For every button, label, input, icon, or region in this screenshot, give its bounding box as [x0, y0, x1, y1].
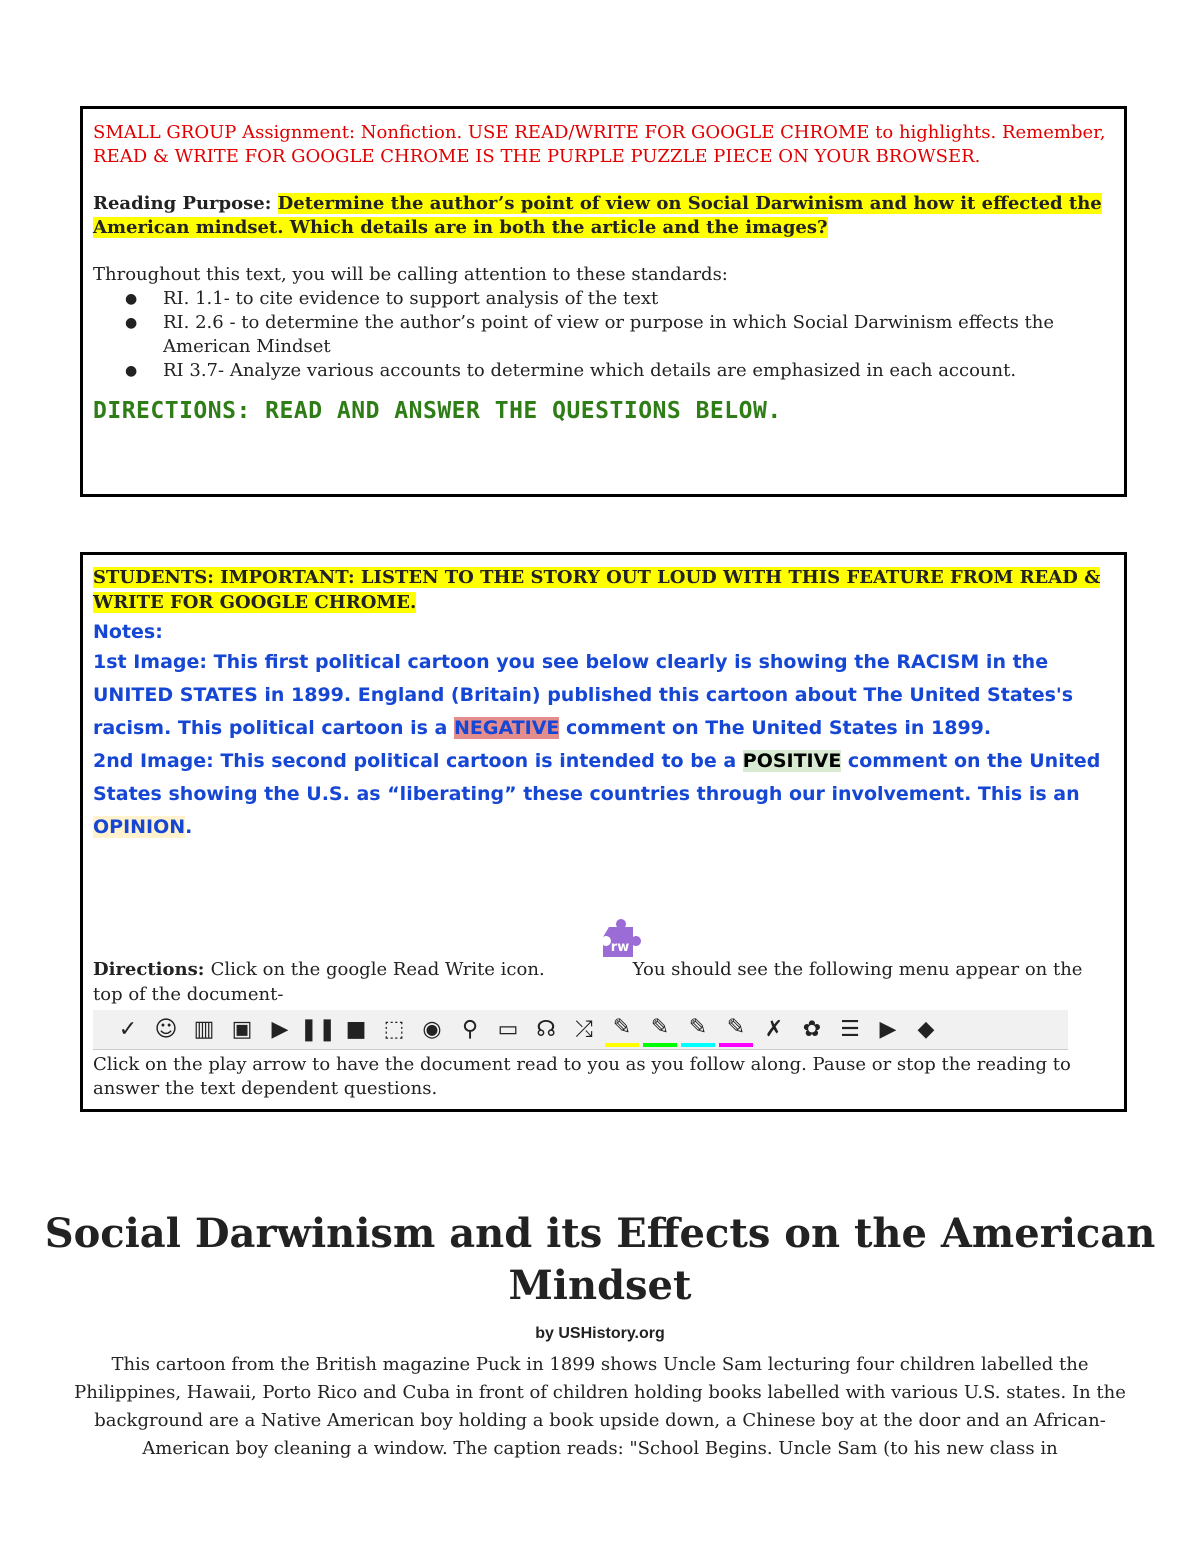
- standards-list: [93, 287, 1114, 383]
- screenshot-reader-icon[interactable]: ⬚: [383, 1017, 405, 1042]
- notes-label: Notes:: [93, 621, 163, 643]
- reading-purpose-label: Reading Purpose:: [93, 193, 278, 214]
- vocabulary-icon[interactable]: ☊: [536, 1017, 556, 1042]
- negative-highlight: NEGATIVE: [453, 717, 560, 739]
- highlight-blue-icon[interactable]: ✎: [681, 1013, 715, 1047]
- pause-icon[interactable]: ❚❚: [299, 1017, 337, 1042]
- second-image-text-end: .: [185, 816, 193, 838]
- list-item: [125, 311, 1114, 359]
- click-instructions: Click on the play arrow to have the document read to you as you follow along. Pause or stop the reading to answer the text dependent questions.: [93, 1054, 1071, 1099]
- list-item: [125, 287, 1114, 311]
- bullet-icon: ●: [125, 363, 138, 379]
- play-icon[interactable]: ▶: [271, 1017, 289, 1042]
- article-title: Social Darwinism and its Effects on the American Mindset: [44, 1210, 1156, 1309]
- reading-purpose-text: Determine the author’s point of view on Social Darwinism and how it effected the American mindset. Which details are in both the article and the images?: [93, 193, 1102, 238]
- article-body: This cartoon from the British magazine Puck in 1899 shows Uncle Sam lecturing four children labelled the Philippines, Hawaii, Porto Rico and Cuba in front of children holding books labelled with various U.S. states. In the background are a Native American boy holding a book upside down, a Chinese boy at the door and an African-American boy cleaning a window. The caption reads: "School Begins. Uncle Sam (to his new class in: [74, 1354, 1126, 1459]
- clear-highlights-icon[interactable]: ✗: [764, 1017, 784, 1042]
- second-image-note: [93, 745, 1114, 844]
- collect-highlights-icon[interactable]: ✿: [802, 1017, 822, 1042]
- translator-icon[interactable]: ▭: [497, 1017, 519, 1042]
- directions-text-b: You should see the following menu appear on the top of the document-: [93, 959, 1083, 1005]
- opinion-highlight: OPINION: [93, 816, 186, 838]
- directions-line: [93, 957, 1113, 1007]
- reading-purpose: [93, 192, 1114, 240]
- students-important: [93, 565, 1114, 615]
- notes-box: [80, 552, 1127, 1112]
- second-image-text: 2nd Image: This second political cartoon is intended to be a: [93, 750, 743, 772]
- assignment-box: [80, 106, 1127, 497]
- read-write-puzzle-icon[interactable]: [595, 917, 641, 961]
- directions-label: Directions:: [93, 959, 211, 980]
- highlight-yellow-icon[interactable]: ✎: [605, 1013, 639, 1047]
- first-image-text: 1st Image: This first political cartoon you see below clearly is showing the RACISM in the UNITED STATES in 1899. England (Britain) published this cartoon about The United States's racism. This political cartoon is a: [93, 651, 1074, 739]
- list-icon[interactable]: ☰: [840, 1017, 860, 1042]
- text-to-speech-icon[interactable]: ☺: [154, 1017, 178, 1042]
- standards-intro: Throughout this text, you will be calling attention to these standards:: [93, 264, 728, 285]
- talk-and-type-icon[interactable]: ⚲: [461, 1017, 479, 1042]
- students-important-text: STUDENTS: IMPORTANT: LISTEN TO THE STORY OUT LOUD WITH THIS FEATURE FROM READ & WRITE FOR GOOGLE CHROME.: [93, 567, 1101, 613]
- directions-text-a: Click on the google Read Write icon.: [210, 959, 545, 980]
- assignment-header: SMALL GROUP Assignment: Nonfiction. USE READ/WRITE FOR GOOGLE CHROME to highlights. Remember, READ & WRITE FOR GOOGLE CHROME IS THE PURPLE PUZZLE PIECE ON YOUR BROWSER.: [93, 122, 1106, 167]
- shuffle-icon[interactable]: ⤮: [575, 1017, 593, 1042]
- first-image-note: [93, 646, 1114, 745]
- second-image-text-mid: comment on the United States showing the U.S. as “liberating” these countries through our involvement. This is an: [93, 750, 1101, 805]
- standard-text: RI 3.7- Analyze various accounts to determine which details are emphasized in each account.: [163, 360, 1017, 381]
- read-write-toolbar: [93, 1010, 1068, 1050]
- positive-highlight: POSITIVE: [742, 750, 842, 772]
- standard-text: RI. 1.1- to cite evidence to support analysis of the text: [163, 288, 659, 309]
- picture-dictionary-icon[interactable]: ▣: [231, 1017, 253, 1042]
- list-item: [125, 359, 1114, 383]
- highlight-green-icon[interactable]: ✎: [643, 1013, 677, 1047]
- first-image-text-end: comment on The United States in 1899.: [559, 717, 992, 739]
- rw-icon-label: rw: [610, 940, 630, 955]
- highlight-pink-icon[interactable]: ✎: [719, 1013, 753, 1047]
- bullet-icon: ●: [125, 291, 138, 307]
- dictionary-icon[interactable]: ▥: [193, 1017, 215, 1042]
- article-byline: by USHistory.org: [535, 1325, 665, 1342]
- stop-icon[interactable]: ■: [345, 1017, 367, 1042]
- bullet-icon: ●: [125, 315, 138, 331]
- check-it-icon[interactable]: ✓: [118, 1017, 138, 1042]
- standard-text: RI. 2.6 - to determine the author’s point of view or purpose in which Social Darwinism effects the American Mindset: [163, 312, 1055, 357]
- audio-maker-icon[interactable]: ◉: [422, 1017, 442, 1042]
- video-icon[interactable]: ▶: [879, 1017, 897, 1042]
- directions-heading: DIRECTIONS: READ AND ANSWER THE QUESTIONS BELOW.: [93, 398, 782, 424]
- more-icon[interactable]: ◆: [917, 1017, 935, 1042]
